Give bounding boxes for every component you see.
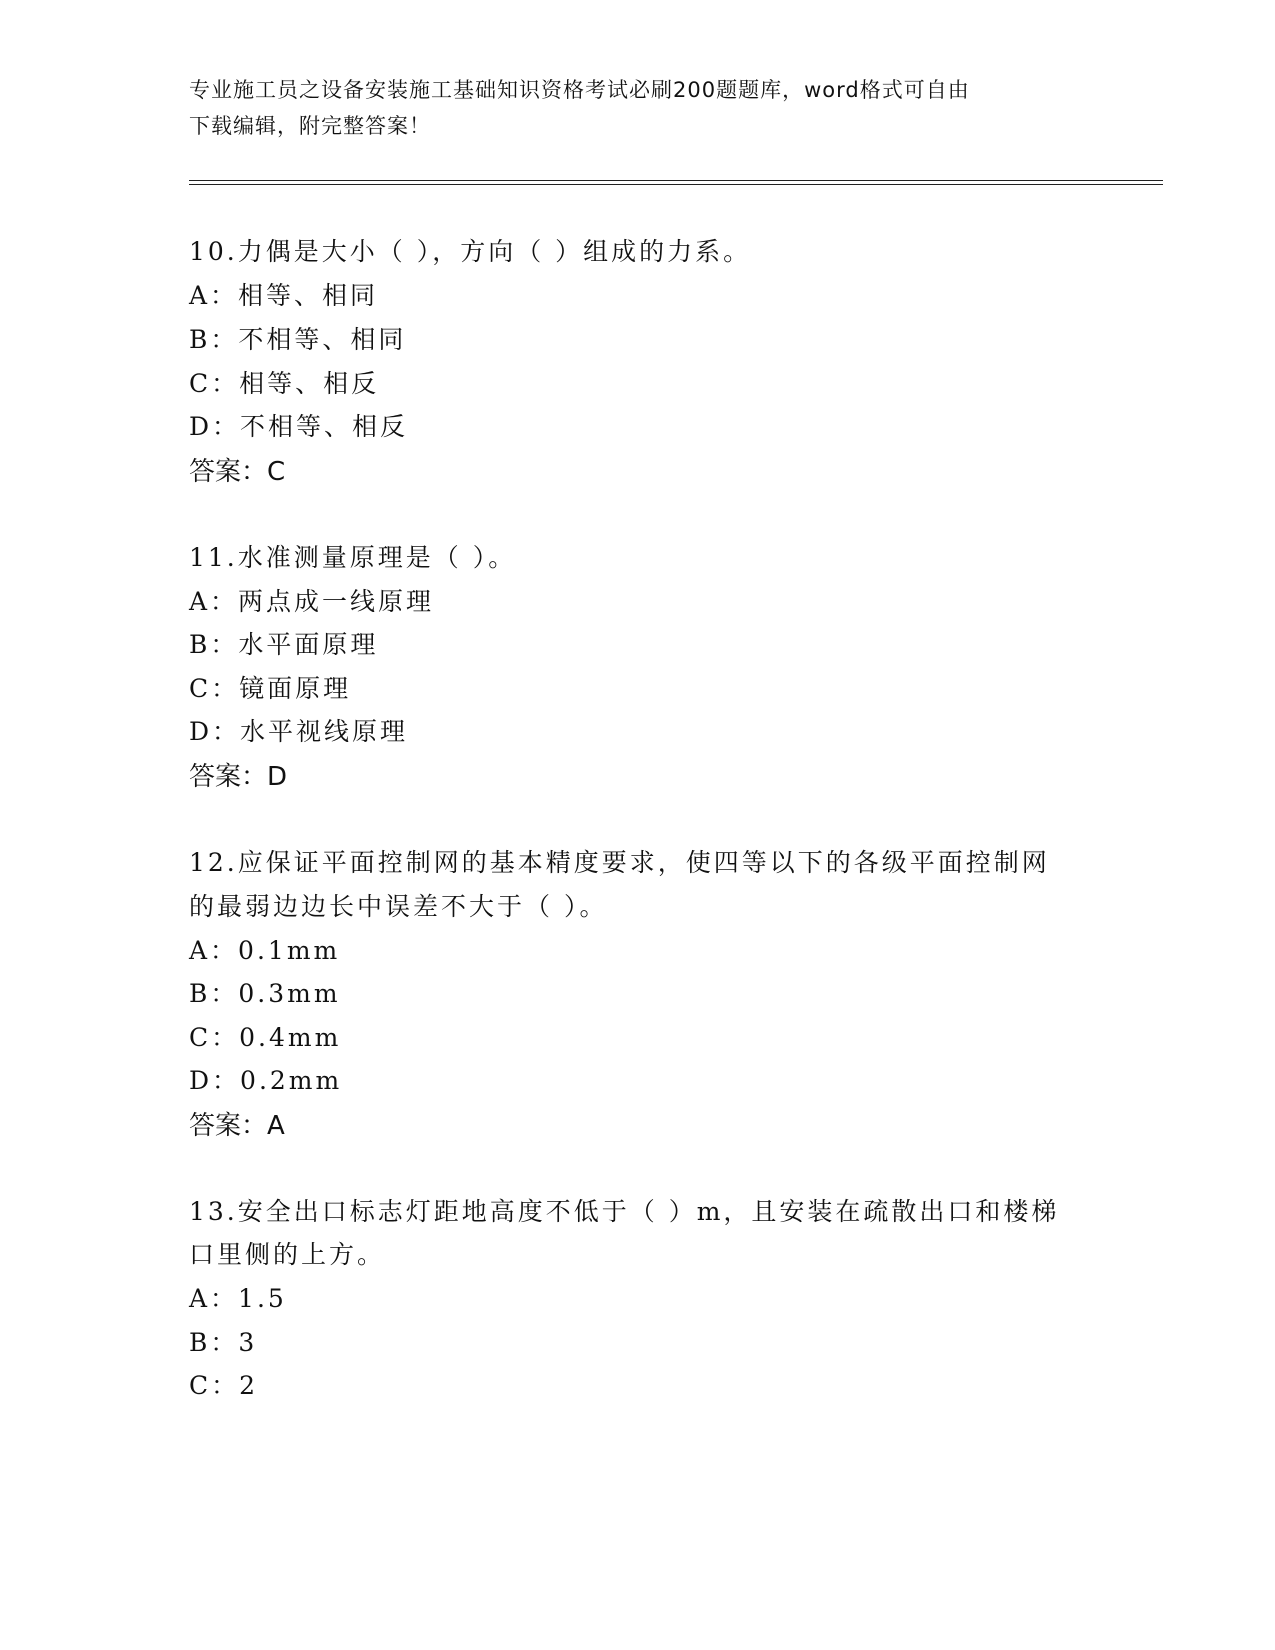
header-title-line-1: 专业施工员之设备安装施工基础知识资格考试必刷200题题库，word格式可自由 xyxy=(189,78,970,102)
header-divider-top xyxy=(189,180,1163,181)
question-11-option-b: B：水平面原理 xyxy=(189,630,379,659)
question-13-stem-line-2: 口里侧的上方。 xyxy=(189,1240,386,1269)
question-10-answer: 答案：C xyxy=(189,457,286,487)
question-12-stem-line-1: 12.应保证平面控制网的基本精度要求，使四等以下的各级平面控制网 xyxy=(189,848,1050,877)
question-11-option-c: C：镜面原理 xyxy=(189,674,352,703)
question-10-stem: 10.力偶是大小（ ），方向（ ）组成的力系。 xyxy=(189,237,752,266)
question-10-option-c: C：相等、相反 xyxy=(189,369,380,398)
question-12-answer: 答案：A xyxy=(189,1111,285,1141)
question-13-option-c: C：2 xyxy=(189,1371,259,1400)
question-10-option-a: A：相等、相同 xyxy=(189,281,379,310)
header-divider-bottom xyxy=(189,184,1163,185)
question-13-option-a: A：1.5 xyxy=(189,1284,287,1313)
question-11-option-d: D：水平视线原理 xyxy=(189,717,409,746)
question-12-option-d: D：0.2mm xyxy=(189,1066,343,1095)
document-header xyxy=(189,72,1089,144)
question-11-option-a: A：两点成一线原理 xyxy=(189,587,435,616)
question-10-option-d: D：不相等、相反 xyxy=(189,412,409,441)
question-12-stem-line-2: 的最弱边边长中误差不大于（ ）。 xyxy=(189,892,608,921)
question-11-stem: 11.水准测量原理是（ ）。 xyxy=(189,543,517,572)
question-13-stem-line-1: 13.安全出口标志灯距地高度不低于（ ）m，且安装在疏散出口和楼梯 xyxy=(189,1197,1060,1226)
question-12-option-c: C：0.4mm xyxy=(189,1023,342,1052)
question-11-answer: 答案：D xyxy=(189,762,288,792)
question-10-option-b: B：不相等、相同 xyxy=(189,325,407,354)
question-13-option-b: B：3 xyxy=(189,1328,258,1357)
question-12-option-b: B：0.3mm xyxy=(189,979,341,1008)
header-title-line-2: 下载编辑，附完整答案！ xyxy=(189,114,431,138)
question-12-option-a: A：0.1mm xyxy=(189,936,341,965)
